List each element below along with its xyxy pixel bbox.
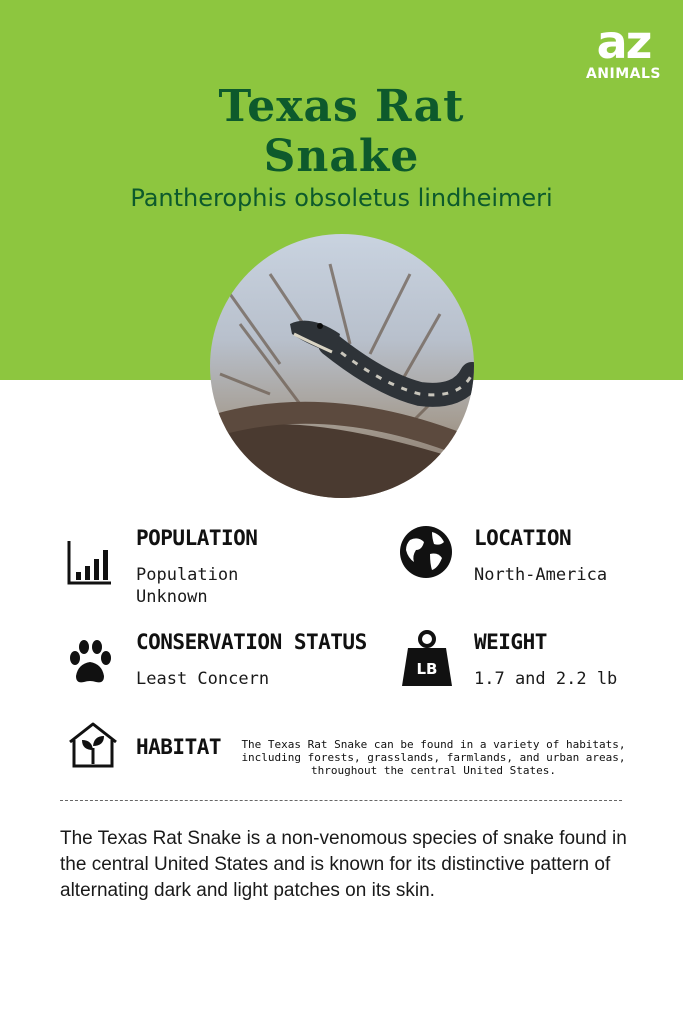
location-value: North-America <box>474 565 608 585</box>
habitat-line-1: The Texas Rat Snake can be found in a variety of habitats, <box>241 738 626 751</box>
weight-icon <box>400 630 454 688</box>
scientific-name: Pantherophis obsoletus lindheimeri <box>130 184 553 212</box>
location-label: LOCATION <box>474 526 572 550</box>
title-line-2: Snake <box>263 131 420 182</box>
bar-chart-icon <box>66 538 114 586</box>
title-line-1: Texas Rat <box>218 81 465 132</box>
habitat-line-3: throughout the central United States. <box>310 764 557 777</box>
conservation-value: Least Concern <box>136 669 270 689</box>
section-divider <box>60 800 622 801</box>
weight-label: WEIGHT <box>474 630 547 654</box>
habitat-label: HABITAT <box>136 735 222 759</box>
habitat-value <box>236 738 631 777</box>
logo-az-text: az <box>596 15 651 69</box>
population-value-line2: Unknown <box>136 587 208 607</box>
population-value-line1: Population <box>136 565 239 585</box>
description-paragraph: The Texas Rat Snake is a non-venomous species of snake found in the central United States and is known for its distinctive pattern of alternating dark and light patches on its skin. <box>60 828 627 901</box>
weight-icon-text: LB <box>416 660 438 678</box>
habitat-line-2: including forests, grasslands, farmlands, and urban areas, <box>241 751 626 764</box>
conservation-label: CONSERVATION STATUS <box>136 630 367 654</box>
population-label: POPULATION <box>136 526 258 550</box>
globe-icon <box>398 524 454 580</box>
house-plant-icon <box>66 720 120 770</box>
logo-animals-text: ANIMALS <box>585 66 661 82</box>
paw-icon <box>66 638 114 686</box>
weight-value: 1.7 and 2.2 lb <box>474 669 618 689</box>
